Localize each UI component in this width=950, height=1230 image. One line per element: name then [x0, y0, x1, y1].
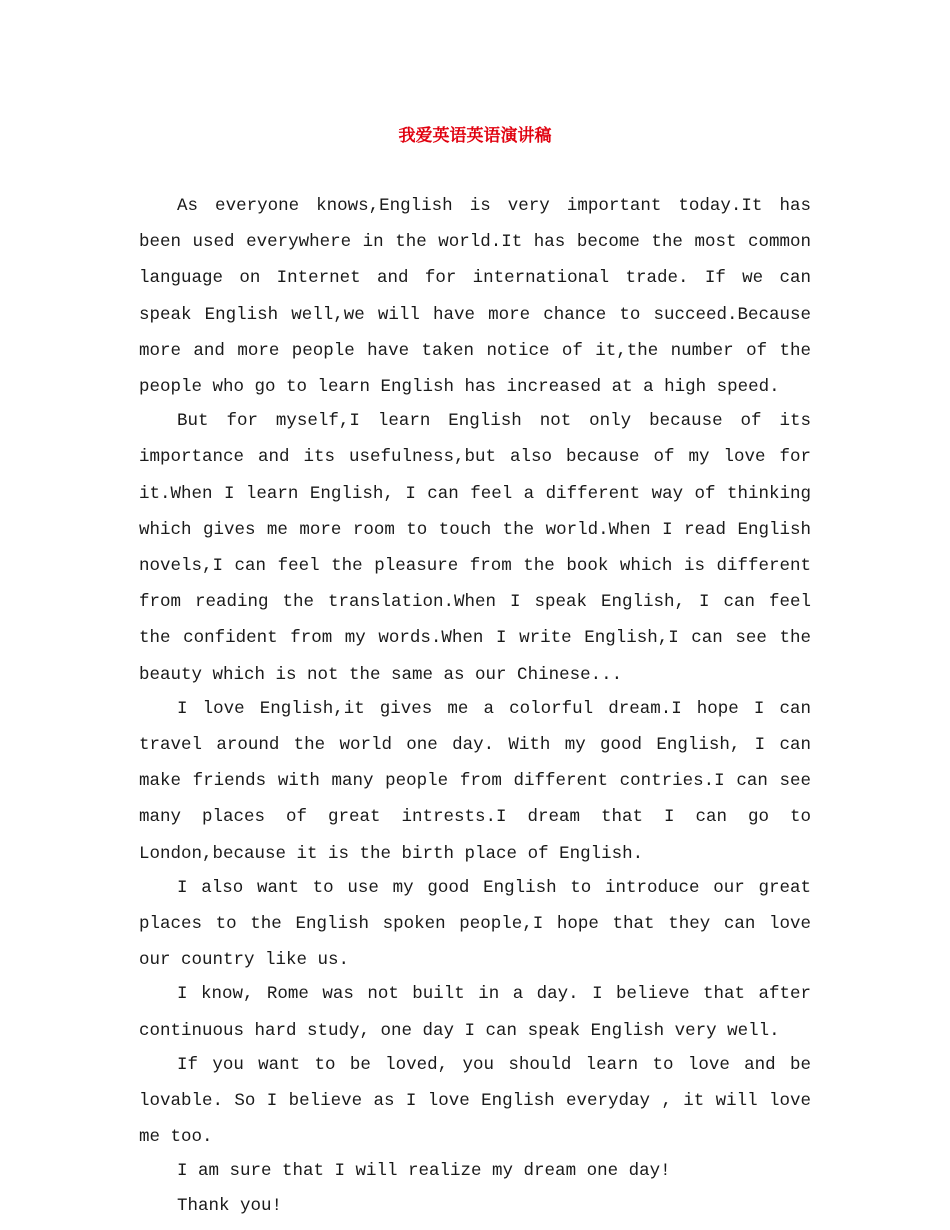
- document-body: [139, 188, 811, 1222]
- paragraph-8: Thank you!: [177, 1195, 283, 1216]
- paragraph-3: I love English,it gives me a colorful dream.I hope I can travel around the world one day. With my good English, I can make friends with many people from different contries.I can see many places of great intrests.I dream that I can go to London,because it is the birth place of English.: [139, 698, 811, 864]
- paragraph-1: As everyone knows,English is very important today.It has been used everywhere in the world.It has become the most common language on Internet and for international trade. If we can speak English well,we will have more chance to succeed.Because more and more people have taken notice of it,the number of the people who go to learn English has increased at a high speed.: [139, 196, 811, 398]
- paragraph-5: I know, Rome was not built in a day. I believe that after continuous hard study, one day I can speak English very well.: [139, 984, 811, 1041]
- paragraph-2: But for myself,I learn English not only because of its importance and its usefulness,but also because of my love for it.When I learn English, I can feel a different way of thinking which gives me more room to touch the world.When I read English novels,I can feel the pleasure from the book which is different from reading the translation.When I speak English, I can feel the confident from my words.When I write English,I can see the beauty which is not the same as our Chinese...: [139, 411, 811, 685]
- paragraph-7: I am sure that I will realize my dream one day!: [177, 1161, 671, 1182]
- paragraph-4: I also want to use my good English to introduce our great places to the English spoken people,I hope that they can love our country like us.: [139, 877, 811, 971]
- document-title: 我爱英语英语演讲稿: [398, 126, 552, 146]
- paragraph-6: If you want to be loved, you should learn to love and be lovable. So I believe as I love English everyday , it will love me too.: [139, 1054, 811, 1148]
